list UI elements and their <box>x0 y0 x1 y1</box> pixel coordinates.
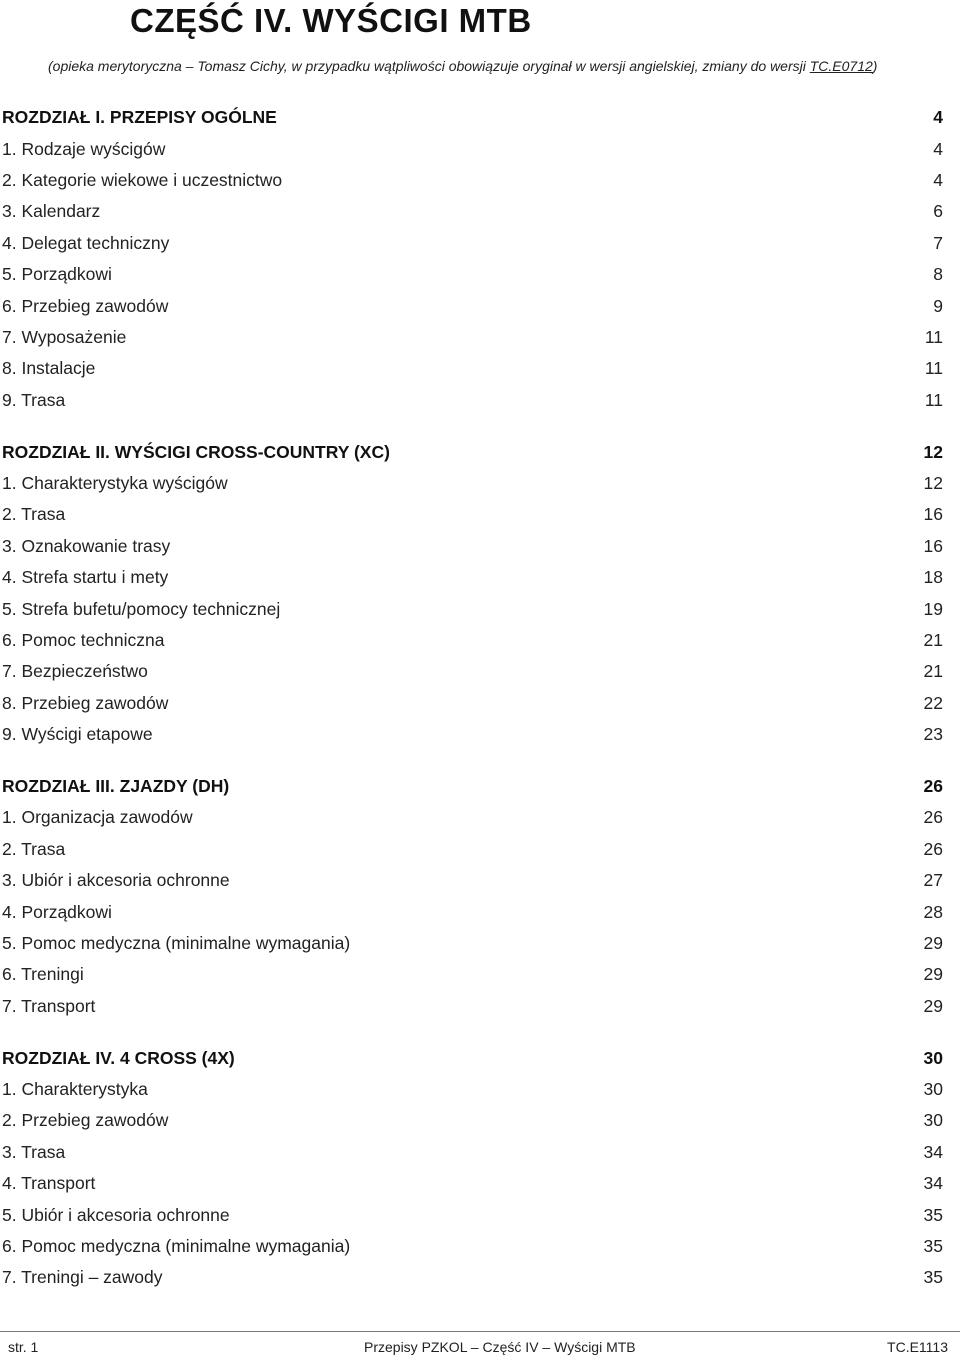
version-reference: TC.E0712 <box>809 58 873 74</box>
toc-entry[interactable] <box>2 1137 943 1168</box>
page-number: 26 <box>923 807 943 828</box>
page-number: 35 <box>923 1204 943 1225</box>
page-number: 12 <box>923 472 943 493</box>
document-title: CZĘŚĆ IV. WYŚCIGI MTB <box>130 2 532 39</box>
entry-title: 8. Przebieg zawodów <box>2 692 169 713</box>
entry-title: 3. Kalendarz <box>2 201 101 222</box>
toc-entry[interactable] <box>2 656 943 687</box>
toc-entry[interactable] <box>2 1199 943 1230</box>
page-number: 28 <box>923 901 943 922</box>
toc-entry[interactable] <box>2 928 943 959</box>
page-number: 11 <box>924 389 943 410</box>
footer-document-name: Przepisy PZKOL – Część IV – Wyścigi MTB <box>364 1339 636 1355</box>
toc-entry[interactable] <box>2 1105 943 1136</box>
toc-entry[interactable] <box>2 593 943 624</box>
entry-title: 1. Rodzaje wyścigów <box>2 138 166 159</box>
toc-entry[interactable] <box>2 959 943 990</box>
toc-entry[interactable] <box>2 499 943 530</box>
page-number: 29 <box>923 932 943 953</box>
entry-title: 5. Ubiór i akcesoria ochronne <box>2 1204 230 1225</box>
toc-entry[interactable] <box>2 991 943 1022</box>
toc-chapter <box>2 771 943 1022</box>
toc-chapter-heading[interactable] <box>2 102 943 133</box>
entry-title: 7. Treningi – zawody <box>2 1267 163 1288</box>
entry-title: 6. Pomoc techniczna <box>2 629 165 650</box>
chapter-title: ROZDZIAŁ IV. 4 CROSS (4X) <box>2 1047 235 1068</box>
entry-title: 8. Instalacje <box>2 358 96 379</box>
entry-title: 9. Wyścigi etapowe <box>2 724 153 745</box>
entry-title: 6. Treningi <box>2 964 84 985</box>
page-number: 9 <box>933 295 943 316</box>
toc-entry[interactable] <box>2 688 943 719</box>
entry-title: 6. Pomoc medyczna (minimalne wymagania) <box>2 1235 351 1256</box>
page-number: 18 <box>923 567 943 588</box>
toc-entry[interactable] <box>2 385 943 416</box>
page-number: 12 <box>923 441 943 462</box>
subtitle-text: (opieka merytoryczna – Tomasz Cichy, w przypadku wątpliwości obowiązuje oryginał w wersji angielskiej, zmiany do wersji <box>48 58 810 74</box>
toc-entry[interactable] <box>2 802 943 833</box>
entry-title: 2. Trasa <box>2 504 66 525</box>
toc-entry[interactable] <box>2 353 943 384</box>
page-number: 35 <box>923 1235 943 1256</box>
entry-title: 7. Wyposażenie <box>2 326 127 347</box>
page-number: 4 <box>933 169 943 190</box>
entry-title: 9. Trasa <box>2 389 66 410</box>
page-number: 6 <box>933 201 943 222</box>
page-number: 19 <box>923 598 943 619</box>
toc-chapter-heading[interactable] <box>2 771 943 802</box>
entry-title: 5. Strefa bufetu/pomocy technicznej <box>2 598 281 619</box>
page-number: 16 <box>923 504 943 525</box>
toc-entry[interactable] <box>2 896 943 927</box>
toc-chapter <box>2 436 943 750</box>
entry-title: 7. Bezpieczeństwo <box>2 661 148 682</box>
page-number: 29 <box>923 964 943 985</box>
entry-title: 1. Charakterystyka wyścigów <box>2 472 228 493</box>
entry-title: 4. Porządkowi <box>2 901 112 922</box>
entry-title: 1. Organizacja zawodów <box>2 807 193 828</box>
page-number: 8 <box>933 264 943 285</box>
toc-entry[interactable] <box>2 719 943 750</box>
page-number: 23 <box>923 724 943 745</box>
page-number: 16 <box>923 535 943 556</box>
toc-entry[interactable] <box>2 562 943 593</box>
entry-title: 4. Transport <box>2 1173 96 1194</box>
toc-chapter <box>2 102 943 416</box>
entry-title: 5. Pomoc medyczna (minimalne wymagania) <box>2 932 351 953</box>
page-number: 30 <box>923 1047 943 1068</box>
entry-title: 3. Trasa <box>2 1141 66 1162</box>
page-number: 11 <box>924 358 943 379</box>
footer-page-number: str. 1 <box>8 1339 39 1355</box>
entry-title: 4. Strefa startu i mety <box>2 567 169 588</box>
page-number: 21 <box>923 661 943 682</box>
toc-entry[interactable] <box>2 834 943 865</box>
page-number: 34 <box>923 1141 943 1162</box>
page-number: 29 <box>923 995 943 1016</box>
toc-entry[interactable] <box>2 468 943 499</box>
chapter-title: ROZDZIAŁ II. WYŚCIGI CROSS-COUNTRY (XC) <box>2 441 390 462</box>
entry-title: 2. Przebieg zawodów <box>2 1110 169 1131</box>
entry-title: 6. Przebieg zawodów <box>2 295 169 316</box>
entry-title: 4. Delegat techniczny <box>2 232 170 253</box>
toc-entry[interactable] <box>2 322 943 353</box>
entry-title: 3. Oznakowanie trasy <box>2 535 171 556</box>
toc-entry[interactable] <box>2 1262 943 1293</box>
page-number: 4 <box>933 107 943 128</box>
page-number: 11 <box>924 326 943 347</box>
toc-entry[interactable] <box>2 133 943 164</box>
page-footer <box>8 1339 948 1355</box>
footer-version: TC.E1113 <box>887 1339 948 1355</box>
toc-entry[interactable] <box>2 165 943 196</box>
page-number: 35 <box>923 1267 943 1288</box>
toc-entry[interactable] <box>2 228 943 259</box>
page-number: 22 <box>923 692 943 713</box>
chapter-title: ROZDZIAŁ I. PRZEPISY OGÓLNE <box>2 107 277 128</box>
table-of-contents <box>2 102 943 1314</box>
subtitle-close: ) <box>872 58 878 74</box>
toc-entry[interactable] <box>2 1074 943 1105</box>
toc-entry[interactable] <box>2 1231 943 1262</box>
page-number: 26 <box>923 838 943 859</box>
toc-chapter-heading[interactable] <box>2 436 943 467</box>
toc-chapter <box>2 1042 943 1293</box>
entry-title: 3. Ubiór i akcesoria ochronne <box>2 870 230 891</box>
entry-title: 7. Transport <box>2 995 96 1016</box>
page-number: 7 <box>933 232 943 253</box>
page-number: 27 <box>923 870 943 891</box>
entry-title: 2. Trasa <box>2 838 66 859</box>
toc-entry[interactable] <box>2 625 943 656</box>
toc-chapter-heading[interactable] <box>2 1042 943 1073</box>
toc-entry[interactable] <box>2 865 943 896</box>
page-number: 21 <box>923 629 943 650</box>
document-subtitle <box>48 58 877 74</box>
chapter-title: ROZDZIAŁ III. ZJAZDY (DH) <box>2 776 230 796</box>
entry-title: 5. Porządkowi <box>2 264 112 285</box>
toc-entry[interactable] <box>2 196 943 227</box>
entry-title: 1. Charakterystyka <box>2 1079 148 1100</box>
toc-entry[interactable] <box>2 259 943 290</box>
toc-entry[interactable] <box>2 531 943 562</box>
toc-entry[interactable] <box>2 290 943 321</box>
footer-divider <box>0 1331 960 1332</box>
page-number: 34 <box>923 1173 943 1194</box>
toc-entry[interactable] <box>2 1168 943 1199</box>
page-number: 4 <box>933 138 943 159</box>
page-number: 30 <box>923 1110 943 1131</box>
entry-title: 2. Kategorie wiekowe i uczestnictwo <box>2 169 283 190</box>
page-number: 26 <box>923 776 943 796</box>
page-number: 30 <box>923 1079 943 1100</box>
